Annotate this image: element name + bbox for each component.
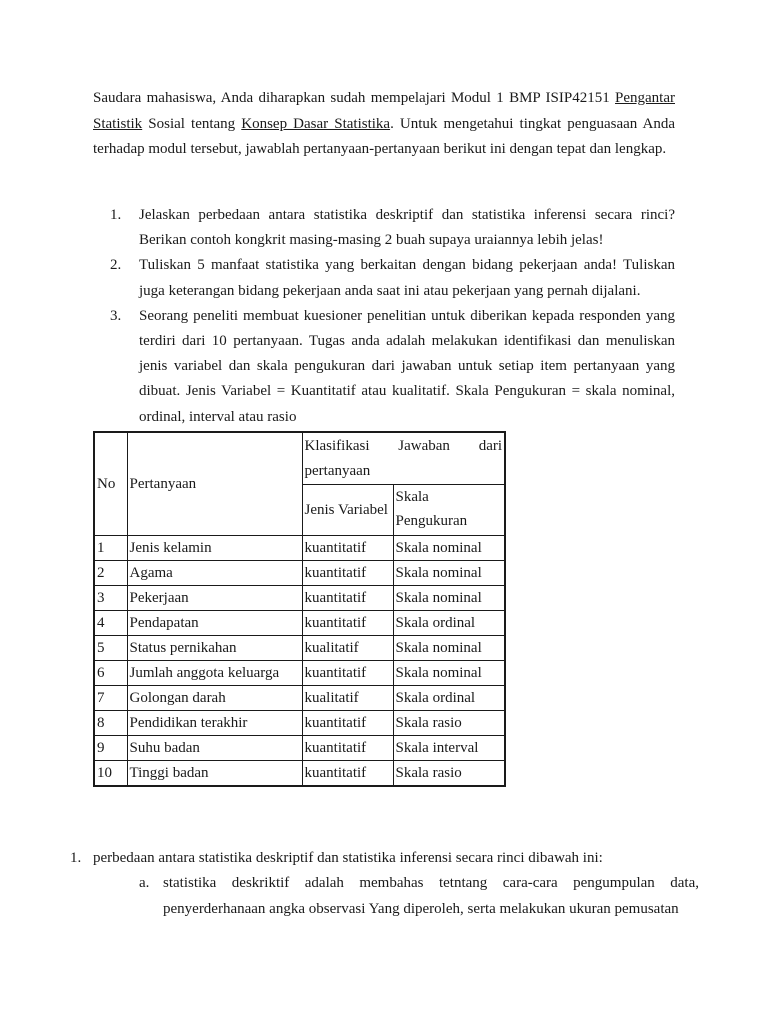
- row-pertanyaan: Pendapatan: [127, 611, 302, 636]
- table-row: [94, 661, 505, 686]
- row-no: 8: [94, 711, 127, 736]
- table-row: [94, 711, 505, 736]
- row-no: 1: [94, 536, 127, 561]
- answer-list: [70, 846, 699, 922]
- table-row: [94, 561, 505, 586]
- row-skala-pengukuran: Skala nominal: [393, 661, 505, 686]
- table-row: [94, 536, 505, 561]
- header-klasifikasi-line1: Klasifikasi Jawaban dari: [304, 438, 503, 454]
- question-list: [110, 203, 675, 430]
- row-jenis-variabel: kuantitatif: [302, 761, 393, 787]
- row-skala-pengukuran: Skala nominal: [393, 536, 505, 561]
- table-row: [94, 686, 505, 711]
- row-pertanyaan: Pendidikan terakhir: [127, 711, 302, 736]
- intro-text-3: . Untuk mengetahui tingkat penguasaan Anda terhadap modul tersebut, jawablah pertanyaan-pertanyaan berikut ini dengan tepat dan lengkap.: [93, 115, 676, 157]
- subitem-text: statistika deskriktif adalah membahas tetntang cara-cara pengumpulan data, penyerderhanaan angka observasi Yang diperoleh, serta melakukan ukuran pemusatan: [163, 875, 699, 917]
- row-jenis-variabel: kuantitatif: [302, 611, 393, 636]
- row-skala-pengukuran: Skala interval: [393, 736, 505, 761]
- row-pertanyaan: Tinggi badan: [127, 761, 302, 787]
- classification-table: [93, 431, 506, 787]
- row-jenis-variabel: kualitatif: [302, 636, 393, 661]
- row-skala-pengukuran: Skala ordinal: [393, 686, 505, 711]
- question-number: 2.: [110, 257, 122, 274]
- header-jenis-variabel: Jenis Variabel: [302, 485, 393, 536]
- question-text: Tuliskan 5 manfaat statistika yang berkaitan dengan bidang pekerjaan anda! Tuliskan juga keterangan bidang pekerjaan anda saat ini atau pekerjaan yang pernah dijalani.: [139, 257, 675, 299]
- question-text: Seorang peneliti membuat kuesioner penelitian untuk diberikan kepada responden yang terdiri dari 10 pertanyaan. Tugas anda adalah melakukan identifikasi dan menuliskan jenis variabel dan skala pengukuran dari jawaban untuk setiap item pertanyaan yang dibuat. Jenis Variabel = Kuantitatif atau kualitatif. Skala Pengukuran = skala nominal, ordinal, interval atau rasio: [139, 307, 675, 425]
- table-row: [94, 736, 505, 761]
- row-pertanyaan: Jumlah anggota keluarga: [127, 661, 302, 686]
- row-jenis-variabel: kualitatif: [302, 686, 393, 711]
- header-pertanyaan: Pertanyaan: [127, 432, 302, 536]
- question-item: [110, 203, 675, 253]
- row-jenis-variabel: kuantitatif: [302, 661, 393, 686]
- answer-text: perbedaan antara statistika deskriptif dan statistika inferensi secara rinci dibawah ini:: [93, 850, 603, 866]
- table-row: [94, 761, 505, 787]
- row-pertanyaan: Suhu badan: [127, 736, 302, 761]
- row-pertanyaan: Agama: [127, 561, 302, 586]
- intro-text-1: Saudara mahasiswa, Anda diharapkan sudah mempelajari Modul 1 BMP ISIP42151: [93, 90, 616, 106]
- header-no: No: [94, 432, 127, 536]
- row-skala-pengukuran: Skala rasio: [393, 761, 505, 787]
- header-klasifikasi-line2: pertanyaan: [304, 463, 371, 479]
- subitem-letter: a.: [139, 875, 150, 891]
- row-no: 5: [94, 636, 127, 661]
- row-skala-pengukuran: Skala nominal: [393, 586, 505, 611]
- row-jenis-variabel: kuantitatif: [302, 736, 393, 761]
- header-klasifikasi: [302, 432, 505, 485]
- question-item: [110, 304, 675, 430]
- row-no: 7: [94, 686, 127, 711]
- row-jenis-variabel: kuantitatif: [302, 586, 393, 611]
- row-no: 10: [94, 761, 127, 787]
- row-skala-pengukuran: Skala nominal: [393, 636, 505, 661]
- row-skala-pengukuran: Skala ordinal: [393, 611, 505, 636]
- table-row: [94, 586, 505, 611]
- row-no: 3: [94, 586, 127, 611]
- row-pertanyaan: Jenis kelamin: [127, 536, 302, 561]
- row-pertanyaan: Golongan darah: [127, 686, 302, 711]
- question-item: [110, 253, 675, 303]
- row-pertanyaan: Status pernikahan: [127, 636, 302, 661]
- question-number: 3.: [110, 307, 122, 324]
- intro-paragraph: [93, 86, 675, 163]
- question-text: Jelaskan perbedaan antara statistika deskriptif dan statistika inferensi secara rinci? Berikan contoh kongkrit masing-masing 2 buah supaya uraiannya lebih jelas!: [139, 207, 675, 249]
- table-row: [94, 636, 505, 661]
- row-no: 2: [94, 561, 127, 586]
- row-no: 4: [94, 611, 127, 636]
- answer-subitem: [117, 871, 699, 922]
- row-no: 6: [94, 661, 127, 686]
- row-skala-pengukuran: Skala rasio: [393, 711, 505, 736]
- intro-text-2: Sosial tentang: [142, 115, 242, 132]
- header-skala-pengukuran: Skala Pengukuran: [393, 485, 505, 536]
- row-skala-pengukuran: Skala nominal: [393, 561, 505, 586]
- table-header-row: [94, 432, 505, 485]
- row-pertanyaan: Pekerjaan: [127, 586, 302, 611]
- module-topic-link: Konsep Dasar Statistika: [241, 115, 391, 132]
- course-title-link: Pengantar Statistik: [93, 90, 675, 132]
- answer-sublist: [117, 871, 699, 922]
- row-jenis-variabel: kuantitatif: [302, 536, 393, 561]
- table-row: [94, 611, 505, 636]
- question-number: 1.: [110, 207, 122, 223]
- row-jenis-variabel: kuantitatif: [302, 561, 393, 586]
- row-no: 9: [94, 736, 127, 761]
- answer-number: 1.: [70, 850, 82, 866]
- answer-item: [70, 846, 699, 922]
- row-jenis-variabel: kuantitatif: [302, 711, 393, 736]
